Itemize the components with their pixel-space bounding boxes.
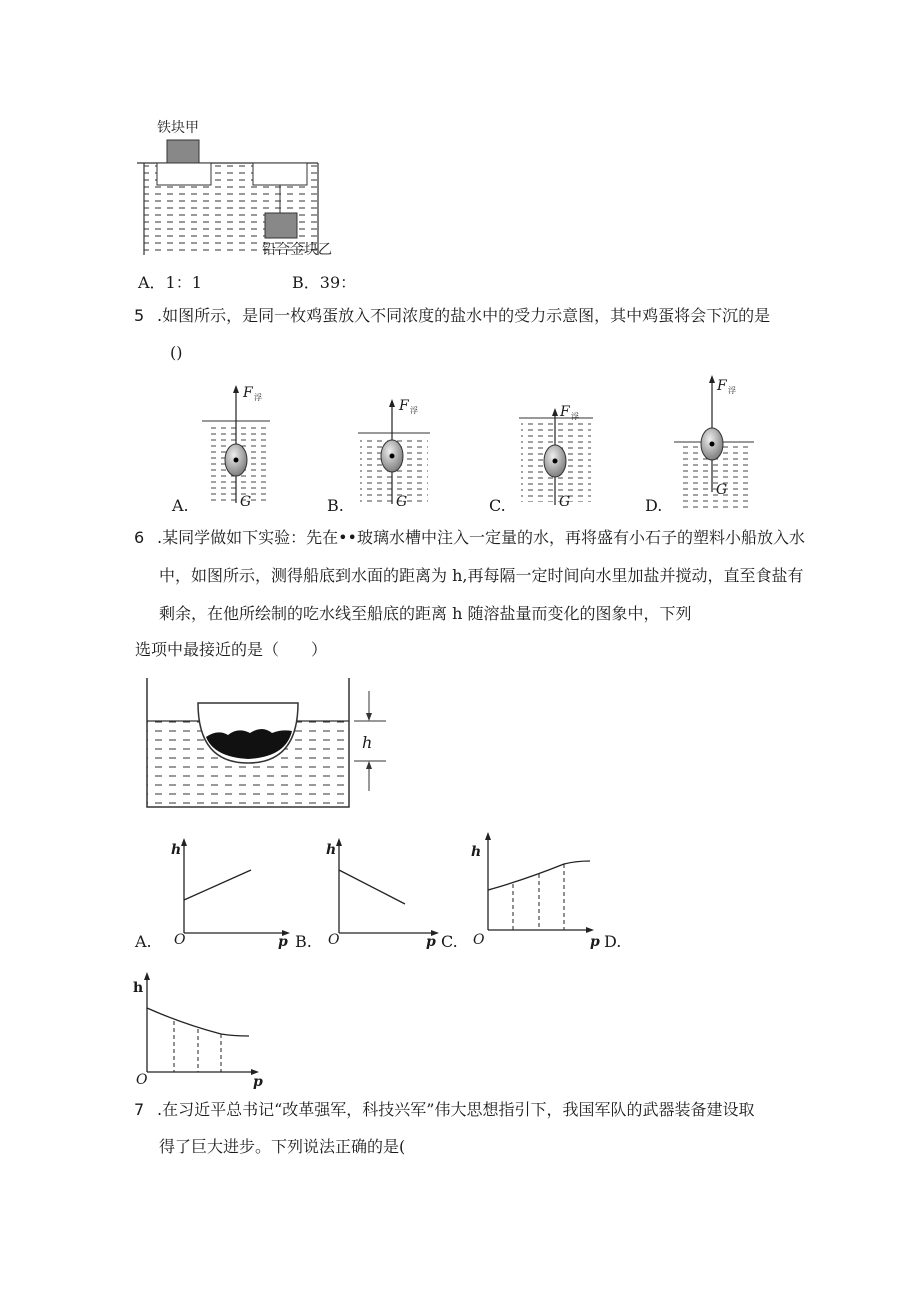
q6-number: 6 [134,528,145,547]
egg-a-force-sub: 浮 [254,393,262,402]
graph-d-o: O [136,1072,148,1088]
q4-option-b: B．39： [292,273,357,292]
iron-block [167,140,199,163]
egg-a-force-up: F [243,385,253,401]
q6-line-3: 剩余，在他所绘制的吃水线至船底的距离 h 随溶盐量而变化的图象中，下列 [159,604,692,623]
graph-c [484,832,614,942]
graph-b-o: O [328,932,340,948]
q4-option-a: A．1：1 [138,273,202,292]
q5-option-b: B. [327,496,344,515]
egg-b-force-up: F [399,398,409,414]
alloy-block-label: 铅合金块乙 [262,242,332,258]
q7-number: 7 [134,1100,145,1119]
graph-c-y: h [471,844,482,860]
q7-line-1: .在习近平总书记“改革强军，科技兴军”伟大思想指引下，我国军队的武器装备建设取 [157,1100,755,1119]
egg-d-force-sub: 浮 [728,386,736,395]
q6-line-1: .某同学做如下实验：先在••玻璃水槽中注入一定量的水，再将盛有小石子的塑料小船放入水 [157,528,805,547]
graph-d-y: h [133,980,144,996]
graph-a-o: O [174,932,186,948]
graph-c-x: p [590,934,600,950]
q5-number: 5 [134,306,145,325]
graph-a-x: p [278,934,288,950]
q5-text: .如图所示，是同一枚鸡蛋放入不同浓度的盐水中的受力示意图，其中鸡蛋将会下沉的是 [157,306,771,325]
q5-option-d: D. [645,496,663,515]
egg-c-force-sub: 浮 [571,412,579,421]
graph-a-line [184,870,251,900]
q6-option-d: D. [604,932,622,951]
q7-line-2: 得了巨大进步。下列说法正确的是( [159,1137,406,1156]
q5-paren: () [170,343,183,362]
egg-diagram-c [517,397,597,517]
q6-option-b: B. [295,932,312,951]
q6-option-a: A. [135,932,152,951]
graph-d-x: p [253,1074,263,1090]
graph-b-line [339,870,405,904]
graph-a-y: h [171,842,182,858]
alloy-block [265,213,297,238]
q6-option-c: C. [441,932,458,951]
q6-line-2: 中，如图所示，测得船底到水面的距离为 h,再每隔一定时间向水里加盐并搅动，直至食盐有 [159,566,804,585]
egg-b-force-down: G [396,494,408,510]
q5-option-c: C. [489,496,506,515]
egg-d-force-down: G [716,482,728,498]
q6-h-label: h [362,733,373,752]
q5-option-a: A. [172,496,189,515]
egg-c-force-down: G [559,494,571,510]
graph-b-y: h [326,842,337,858]
wood-block-2 [253,163,307,185]
egg-a-force-down: G [240,494,252,510]
graph-d [143,972,273,1087]
q6-boat-tank-diagram [140,673,400,813]
graph-b-x: p [426,934,436,950]
iron-block-label: 铁块甲 [157,120,199,136]
egg-b-force-sub: 浮 [410,406,418,415]
graph-c-o: O [473,932,485,948]
wood-block-1 [157,163,211,185]
q6-line-4: 选项中最接近的是（ ） [135,640,328,659]
egg-c-force-up: F [560,404,570,420]
egg-d-force-up: F [717,378,727,394]
